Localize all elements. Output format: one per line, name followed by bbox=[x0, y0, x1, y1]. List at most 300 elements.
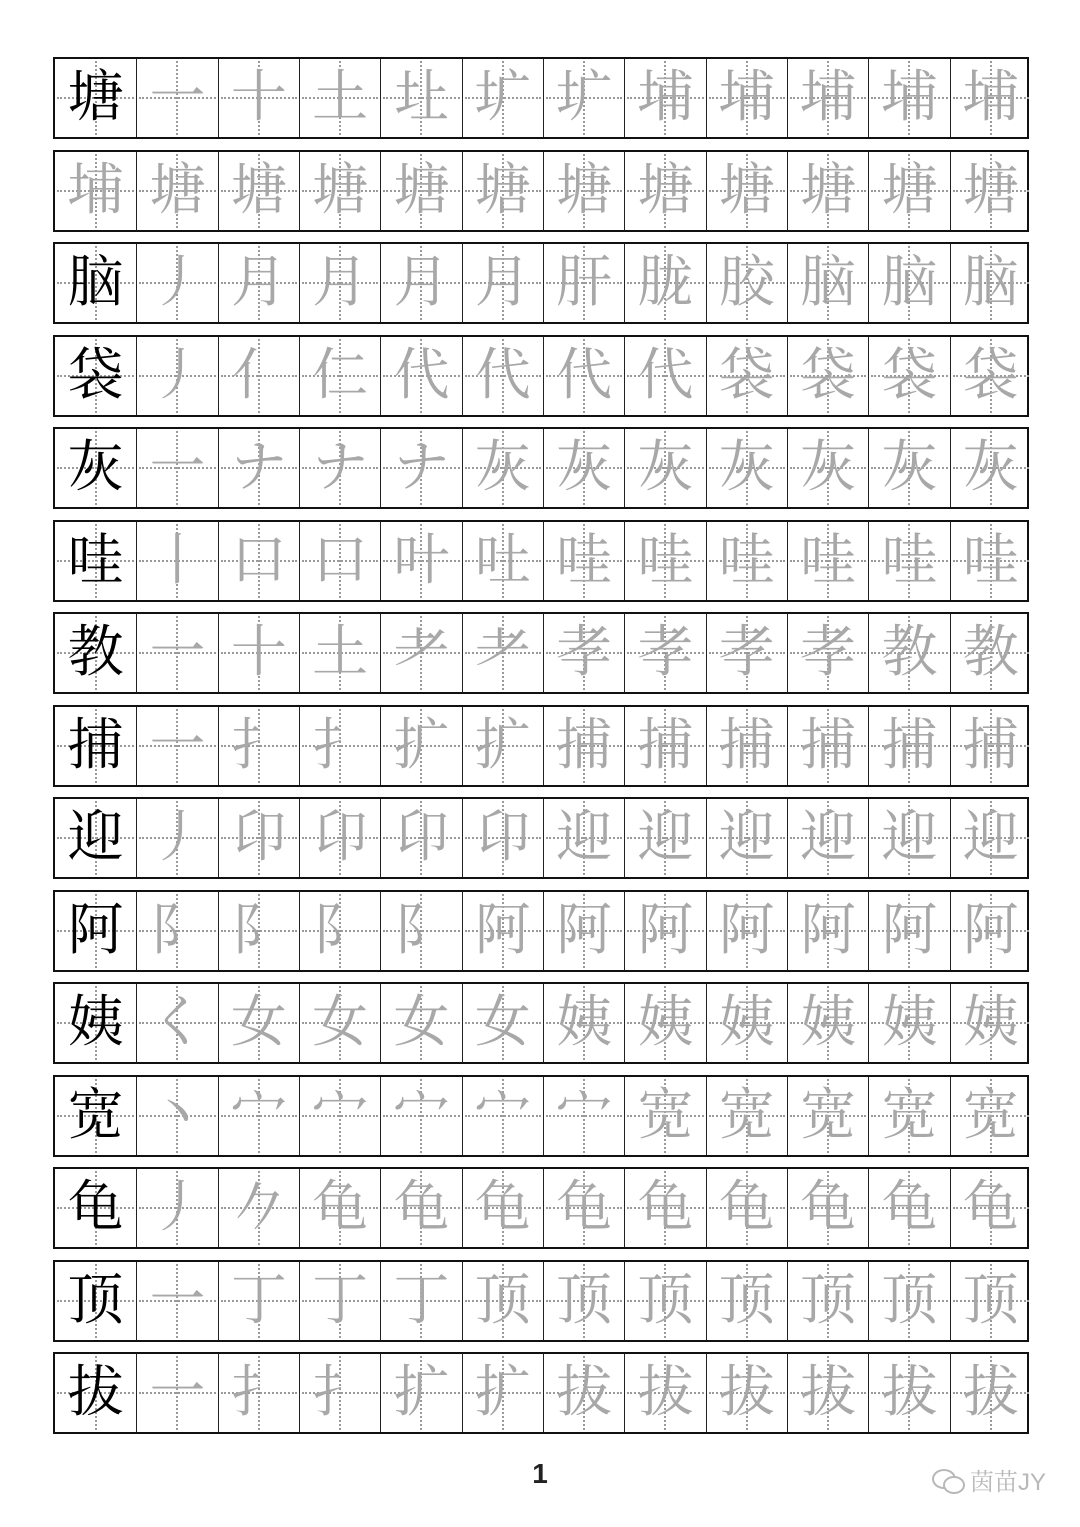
trace-character: 拔 bbox=[962, 1360, 1019, 1425]
trace-stroke-cell bbox=[543, 1077, 624, 1155]
trace-stroke-cell bbox=[787, 1169, 868, 1247]
trace-stroke-cell bbox=[136, 1077, 217, 1155]
trace-stroke-cell bbox=[380, 707, 461, 785]
trace-stroke-cell bbox=[218, 707, 299, 785]
trace-character: 龟 bbox=[881, 1175, 938, 1240]
trace-character: 塘 bbox=[962, 157, 1019, 223]
trace-character: 灰 bbox=[637, 435, 694, 500]
trace-character: 脑 bbox=[962, 250, 1019, 315]
trace-character: 阝 bbox=[393, 897, 450, 963]
trace-stroke-cell bbox=[299, 1077, 380, 1155]
trace-character: 女 bbox=[474, 990, 531, 1055]
trace-character: 哇 bbox=[962, 527, 1019, 593]
trace-character: 迎 bbox=[637, 805, 694, 870]
trace-character: 圵 bbox=[393, 65, 450, 130]
trace-stroke-cell bbox=[868, 984, 949, 1062]
trace-stroke-cell bbox=[868, 1262, 949, 1340]
trace-character: 姨 bbox=[962, 990, 1019, 1055]
trace-character: 丿 bbox=[149, 1175, 206, 1240]
trace-stroke-cell bbox=[868, 337, 949, 415]
trace-stroke-cell bbox=[218, 429, 299, 507]
trace-character: 拔 bbox=[800, 1360, 857, 1425]
trace-character: 哇 bbox=[556, 527, 613, 593]
model-character: 脑 bbox=[67, 250, 124, 315]
trace-stroke-cell bbox=[299, 1354, 380, 1432]
trace-stroke-cell bbox=[950, 984, 1031, 1062]
trace-stroke-cell bbox=[706, 429, 787, 507]
trace-character: 代 bbox=[393, 342, 450, 408]
trace-stroke-cell bbox=[218, 1169, 299, 1247]
trace-stroke-cell bbox=[543, 1262, 624, 1340]
trace-character: ナ bbox=[393, 435, 450, 500]
trace-stroke-cell bbox=[787, 1077, 868, 1155]
trace-stroke-cell bbox=[624, 522, 705, 600]
trace-character: 塘 bbox=[556, 157, 613, 223]
trace-character: 耂 bbox=[474, 620, 531, 685]
practice-row bbox=[53, 520, 1029, 602]
trace-character: 叶 bbox=[393, 527, 450, 593]
trace-character: 捕 bbox=[718, 712, 775, 778]
trace-character: 灰 bbox=[474, 435, 531, 500]
practice-row bbox=[53, 427, 1029, 509]
trace-character: 一 bbox=[149, 1360, 206, 1425]
trace-character: 宀 bbox=[312, 1082, 369, 1148]
trace-character: 埔 bbox=[881, 65, 938, 130]
model-character: 姨 bbox=[67, 990, 124, 1055]
trace-stroke-cell bbox=[706, 59, 787, 137]
trace-character: 阿 bbox=[556, 897, 613, 963]
trace-character: 十 bbox=[230, 620, 287, 685]
model-character-cell bbox=[55, 892, 136, 970]
trace-character: 𠂊 bbox=[230, 1175, 287, 1240]
trace-character: 龟 bbox=[637, 1175, 694, 1240]
trace-character: 龟 bbox=[556, 1175, 613, 1240]
trace-character: 迎 bbox=[800, 805, 857, 870]
trace-character: 十 bbox=[230, 65, 287, 130]
trace-stroke-cell bbox=[218, 799, 299, 877]
trace-character: 扌 bbox=[312, 1360, 369, 1425]
model-character: 龟 bbox=[67, 1175, 124, 1240]
model-character: 拔 bbox=[67, 1360, 124, 1425]
trace-character: 袋 bbox=[800, 342, 857, 408]
trace-stroke-cell bbox=[868, 707, 949, 785]
trace-character: 丿 bbox=[149, 342, 206, 408]
trace-character: 阝 bbox=[312, 897, 369, 963]
trace-stroke-cell bbox=[136, 1262, 217, 1340]
trace-character: 代 bbox=[556, 342, 613, 408]
trace-stroke-cell bbox=[624, 152, 705, 230]
trace-stroke-cell bbox=[462, 799, 543, 877]
trace-character: 扌 bbox=[312, 712, 369, 778]
trace-character: 月 bbox=[474, 250, 531, 315]
trace-character: 耂 bbox=[393, 620, 450, 685]
model-character-cell bbox=[55, 799, 136, 877]
trace-character: 月 bbox=[312, 250, 369, 315]
trace-character: 姨 bbox=[718, 990, 775, 1055]
trace-stroke-cell bbox=[462, 152, 543, 230]
trace-stroke-cell bbox=[462, 59, 543, 137]
trace-character: 一 bbox=[149, 712, 206, 778]
trace-stroke-cell bbox=[950, 429, 1031, 507]
trace-stroke-cell bbox=[462, 614, 543, 692]
trace-stroke-cell bbox=[380, 984, 461, 1062]
trace-character: 灰 bbox=[881, 435, 938, 500]
trace-character: 迎 bbox=[718, 805, 775, 870]
page-number: 1 bbox=[532, 1458, 548, 1489]
trace-stroke-cell bbox=[218, 59, 299, 137]
trace-character: 阝 bbox=[149, 897, 206, 963]
trace-stroke-cell bbox=[950, 522, 1031, 600]
trace-character: 哇 bbox=[637, 527, 694, 593]
trace-character: 扌 bbox=[230, 712, 287, 778]
trace-stroke-cell bbox=[950, 1262, 1031, 1340]
trace-stroke-cell bbox=[218, 1354, 299, 1432]
trace-stroke-cell bbox=[868, 1077, 949, 1155]
trace-character: 顶 bbox=[556, 1267, 613, 1333]
trace-character: 姨 bbox=[800, 990, 857, 1055]
trace-stroke-cell bbox=[787, 799, 868, 877]
trace-stroke-cell bbox=[380, 152, 461, 230]
model-character-cell bbox=[55, 984, 136, 1062]
trace-character: 一 bbox=[149, 1267, 206, 1333]
trace-stroke-cell bbox=[787, 429, 868, 507]
trace-stroke-cell bbox=[624, 59, 705, 137]
trace-stroke-cell bbox=[462, 337, 543, 415]
trace-stroke-cell bbox=[868, 1169, 949, 1247]
trace-character: 圹 bbox=[556, 65, 613, 130]
trace-character: 埔 bbox=[718, 65, 775, 130]
trace-stroke-cell bbox=[624, 984, 705, 1062]
trace-stroke-cell bbox=[706, 1354, 787, 1432]
trace-character: 宽 bbox=[962, 1082, 1019, 1148]
trace-character: 姨 bbox=[556, 990, 613, 1055]
model-character-cell bbox=[55, 1354, 136, 1432]
trace-character: 脑 bbox=[881, 250, 938, 315]
trace-character: 袋 bbox=[881, 342, 938, 408]
trace-stroke-cell bbox=[950, 1354, 1031, 1432]
trace-stroke-cell bbox=[787, 337, 868, 415]
trace-character: 扌 bbox=[230, 1360, 287, 1425]
trace-stroke-cell bbox=[136, 984, 217, 1062]
practice-row bbox=[53, 1167, 1029, 1249]
trace-stroke-cell bbox=[543, 337, 624, 415]
trace-character: 宽 bbox=[881, 1082, 938, 1148]
trace-character: 哇 bbox=[881, 527, 938, 593]
trace-character: 埔 bbox=[637, 65, 694, 130]
trace-stroke-cell bbox=[380, 1262, 461, 1340]
trace-stroke-cell bbox=[787, 1262, 868, 1340]
trace-character: 宽 bbox=[637, 1082, 694, 1148]
trace-stroke-cell bbox=[299, 614, 380, 692]
trace-stroke-cell bbox=[543, 1169, 624, 1247]
trace-character: 捕 bbox=[800, 712, 857, 778]
trace-stroke-cell bbox=[950, 892, 1031, 970]
model-character: 塘 bbox=[67, 65, 124, 130]
model-character: 顶 bbox=[67, 1267, 124, 1333]
trace-character: 丨 bbox=[149, 527, 206, 593]
trace-stroke-cell bbox=[706, 337, 787, 415]
trace-stroke-cell bbox=[706, 984, 787, 1062]
practice-row bbox=[53, 150, 1029, 232]
trace-character: 灰 bbox=[718, 435, 775, 500]
trace-stroke-cell bbox=[299, 1262, 380, 1340]
practice-row bbox=[53, 1260, 1029, 1342]
trace-character: 阿 bbox=[474, 897, 531, 963]
trace-character: 一 bbox=[149, 435, 206, 500]
trace-character: 塘 bbox=[718, 157, 775, 223]
trace-character: 龟 bbox=[474, 1175, 531, 1240]
trace-character: 胧 bbox=[637, 250, 694, 315]
trace-stroke-cell bbox=[543, 59, 624, 137]
trace-stroke-cell bbox=[706, 152, 787, 230]
trace-stroke-cell bbox=[380, 1169, 461, 1247]
trace-stroke-cell bbox=[624, 244, 705, 322]
trace-character: 顶 bbox=[718, 1267, 775, 1333]
trace-character: 塘 bbox=[637, 157, 694, 223]
trace-stroke-cell bbox=[706, 244, 787, 322]
trace-character: 吐 bbox=[474, 527, 531, 593]
trace-character: 塘 bbox=[312, 157, 369, 223]
trace-stroke-cell bbox=[218, 522, 299, 600]
trace-character: 龟 bbox=[312, 1175, 369, 1240]
trace-stroke-cell bbox=[624, 1262, 705, 1340]
trace-stroke-cell bbox=[543, 429, 624, 507]
trace-stroke-cell bbox=[136, 152, 217, 230]
trace-character: 丁 bbox=[393, 1267, 450, 1333]
watermark-text: 茵苗JY bbox=[969, 1469, 1046, 1496]
model-character-cell bbox=[55, 1262, 136, 1340]
trace-stroke-cell bbox=[543, 984, 624, 1062]
trace-stroke-cell bbox=[787, 59, 868, 137]
trace-character: 龟 bbox=[718, 1175, 775, 1240]
trace-character: 阿 bbox=[637, 897, 694, 963]
trace-stroke-cell bbox=[299, 984, 380, 1062]
trace-character: 埔 bbox=[800, 65, 857, 130]
trace-stroke-cell bbox=[787, 984, 868, 1062]
trace-character: 卬 bbox=[230, 805, 287, 870]
trace-character: 脑 bbox=[800, 250, 857, 315]
trace-character: 仁 bbox=[312, 342, 369, 408]
trace-stroke-cell bbox=[950, 337, 1031, 415]
practice-row bbox=[53, 1075, 1029, 1157]
model-character: 宽 bbox=[67, 1082, 124, 1148]
trace-stroke-cell bbox=[462, 1262, 543, 1340]
trace-stroke-cell bbox=[950, 1169, 1031, 1247]
trace-stroke-cell bbox=[950, 614, 1031, 692]
trace-stroke-cell bbox=[299, 522, 380, 600]
trace-stroke-cell bbox=[787, 892, 868, 970]
trace-character: 口 bbox=[230, 527, 287, 593]
trace-stroke-cell bbox=[299, 707, 380, 785]
trace-stroke-cell bbox=[218, 244, 299, 322]
trace-stroke-cell bbox=[543, 707, 624, 785]
trace-character: 扩 bbox=[474, 712, 531, 778]
trace-character: 顶 bbox=[881, 1267, 938, 1333]
trace-stroke-cell bbox=[218, 1077, 299, 1155]
trace-character: 埔 bbox=[962, 65, 1019, 130]
trace-character: 迎 bbox=[881, 805, 938, 870]
trace-stroke-cell bbox=[624, 892, 705, 970]
trace-character: 埔 bbox=[67, 157, 124, 223]
trace-character: 顶 bbox=[474, 1267, 531, 1333]
trace-character: 月 bbox=[230, 250, 287, 315]
trace-stroke-cell bbox=[706, 799, 787, 877]
model-character-cell bbox=[55, 1169, 136, 1247]
trace-character: 塘 bbox=[800, 157, 857, 223]
trace-stroke-cell bbox=[543, 244, 624, 322]
trace-stroke-cell bbox=[380, 429, 461, 507]
trace-stroke-cell bbox=[218, 892, 299, 970]
trace-character: 袋 bbox=[962, 342, 1019, 408]
trace-character: 女 bbox=[393, 990, 450, 1055]
practice-sheet bbox=[53, 57, 1029, 1445]
trace-stroke-cell bbox=[136, 59, 217, 137]
trace-stroke-cell bbox=[950, 1077, 1031, 1155]
trace-character: 拔 bbox=[637, 1360, 694, 1425]
trace-stroke-cell bbox=[624, 1169, 705, 1247]
trace-stroke-cell bbox=[380, 1354, 461, 1432]
practice-row bbox=[53, 705, 1029, 787]
trace-stroke-cell bbox=[624, 1354, 705, 1432]
trace-stroke-cell bbox=[787, 522, 868, 600]
trace-stroke-cell bbox=[787, 152, 868, 230]
trace-character: 袋 bbox=[718, 342, 775, 408]
trace-character: 宀 bbox=[230, 1082, 287, 1148]
trace-stroke-cell bbox=[299, 59, 380, 137]
model-character-cell bbox=[55, 59, 136, 137]
trace-character: 圹 bbox=[474, 65, 531, 130]
trace-character: 顶 bbox=[637, 1267, 694, 1333]
trace-stroke-cell bbox=[380, 614, 461, 692]
trace-stroke-cell bbox=[624, 1077, 705, 1155]
trace-character: 灰 bbox=[556, 435, 613, 500]
trace-character: 塘 bbox=[881, 157, 938, 223]
trace-stroke-cell bbox=[950, 59, 1031, 137]
trace-stroke-cell bbox=[868, 152, 949, 230]
model-character: 哇 bbox=[67, 527, 124, 593]
trace-character: 龟 bbox=[393, 1175, 450, 1240]
trace-stroke-cell bbox=[706, 707, 787, 785]
trace-character: 宽 bbox=[718, 1082, 775, 1148]
model-character-cell bbox=[55, 244, 136, 322]
trace-stroke-cell bbox=[136, 1354, 217, 1432]
trace-character: 哇 bbox=[800, 527, 857, 593]
trace-character: 丿 bbox=[149, 805, 206, 870]
model-character: 灰 bbox=[67, 435, 124, 500]
trace-character: 一 bbox=[149, 620, 206, 685]
trace-character: 顶 bbox=[962, 1267, 1019, 1333]
practice-row bbox=[53, 242, 1029, 324]
trace-character: 宽 bbox=[800, 1082, 857, 1148]
trace-character: 姨 bbox=[881, 990, 938, 1055]
trace-stroke-cell bbox=[462, 892, 543, 970]
trace-character: 阿 bbox=[881, 897, 938, 963]
watermark bbox=[932, 1462, 1046, 1497]
trace-character: 口 bbox=[312, 527, 369, 593]
trace-stroke-cell bbox=[543, 522, 624, 600]
trace-character: 胶 bbox=[718, 250, 775, 315]
trace-character: 教 bbox=[881, 620, 938, 685]
trace-stroke-cell bbox=[950, 244, 1031, 322]
trace-stroke-cell bbox=[868, 244, 949, 322]
trace-stroke-cell bbox=[218, 984, 299, 1062]
trace-stroke-cell bbox=[380, 244, 461, 322]
trace-stroke-cell bbox=[787, 707, 868, 785]
trace-stroke-cell bbox=[868, 614, 949, 692]
trace-character: 塘 bbox=[230, 157, 287, 223]
model-character-cell bbox=[55, 337, 136, 415]
trace-stroke-cell bbox=[380, 337, 461, 415]
trace-stroke-cell bbox=[868, 892, 949, 970]
trace-stroke-cell bbox=[136, 614, 217, 692]
trace-stroke-cell bbox=[462, 244, 543, 322]
trace-stroke-cell bbox=[543, 152, 624, 230]
trace-character: 塘 bbox=[149, 157, 206, 223]
practice-row bbox=[53, 57, 1029, 139]
trace-character: 孝 bbox=[800, 620, 857, 685]
trace-character: 扩 bbox=[474, 1360, 531, 1425]
trace-stroke-cell bbox=[136, 1169, 217, 1247]
trace-character: 拔 bbox=[718, 1360, 775, 1425]
model-character-cell bbox=[55, 522, 136, 600]
trace-character: 顶 bbox=[800, 1267, 857, 1333]
trace-character: ナ bbox=[312, 435, 369, 500]
trace-stroke-cell bbox=[462, 522, 543, 600]
trace-character: 卬 bbox=[393, 805, 450, 870]
trace-character: 土 bbox=[312, 65, 369, 130]
trace-character: 教 bbox=[962, 620, 1019, 685]
trace-stroke-cell bbox=[218, 152, 299, 230]
trace-character: 孝 bbox=[718, 620, 775, 685]
trace-character: 卬 bbox=[312, 805, 369, 870]
trace-stroke-cell bbox=[136, 892, 217, 970]
trace-stroke-cell bbox=[218, 1262, 299, 1340]
model-character: 捕 bbox=[67, 712, 124, 778]
trace-character: 肝 bbox=[556, 250, 613, 315]
trace-stroke-cell bbox=[706, 1262, 787, 1340]
trace-character: 亻 bbox=[230, 342, 287, 408]
trace-character: 迎 bbox=[556, 805, 613, 870]
trace-stroke-cell bbox=[624, 614, 705, 692]
trace-stroke-cell bbox=[868, 1354, 949, 1432]
trace-stroke-cell bbox=[624, 429, 705, 507]
chat-bubble-icon bbox=[932, 1467, 964, 1493]
trace-character: 龟 bbox=[800, 1175, 857, 1240]
trace-stroke-cell bbox=[950, 707, 1031, 785]
trace-stroke-cell bbox=[624, 799, 705, 877]
trace-stroke-cell bbox=[868, 522, 949, 600]
trace-stroke-cell bbox=[380, 59, 461, 137]
model-character: 阿 bbox=[67, 897, 124, 963]
model-character: 袋 bbox=[67, 342, 124, 408]
trace-stroke-cell bbox=[868, 59, 949, 137]
trace-stroke-cell bbox=[624, 707, 705, 785]
trace-stroke-cell bbox=[868, 429, 949, 507]
trace-character: 丁 bbox=[312, 1267, 369, 1333]
trace-character: 阿 bbox=[718, 897, 775, 963]
model-character-cell bbox=[55, 1077, 136, 1155]
trace-stroke-cell bbox=[136, 429, 217, 507]
trace-character: 土 bbox=[312, 620, 369, 685]
trace-stroke-cell bbox=[299, 1169, 380, 1247]
trace-stroke-cell bbox=[462, 1354, 543, 1432]
trace-character: 塘 bbox=[474, 157, 531, 223]
practice-row bbox=[53, 797, 1029, 879]
trace-character: 阝 bbox=[230, 897, 287, 963]
trace-stroke-cell bbox=[787, 244, 868, 322]
trace-stroke-cell bbox=[950, 799, 1031, 877]
model-character-cell bbox=[55, 429, 136, 507]
